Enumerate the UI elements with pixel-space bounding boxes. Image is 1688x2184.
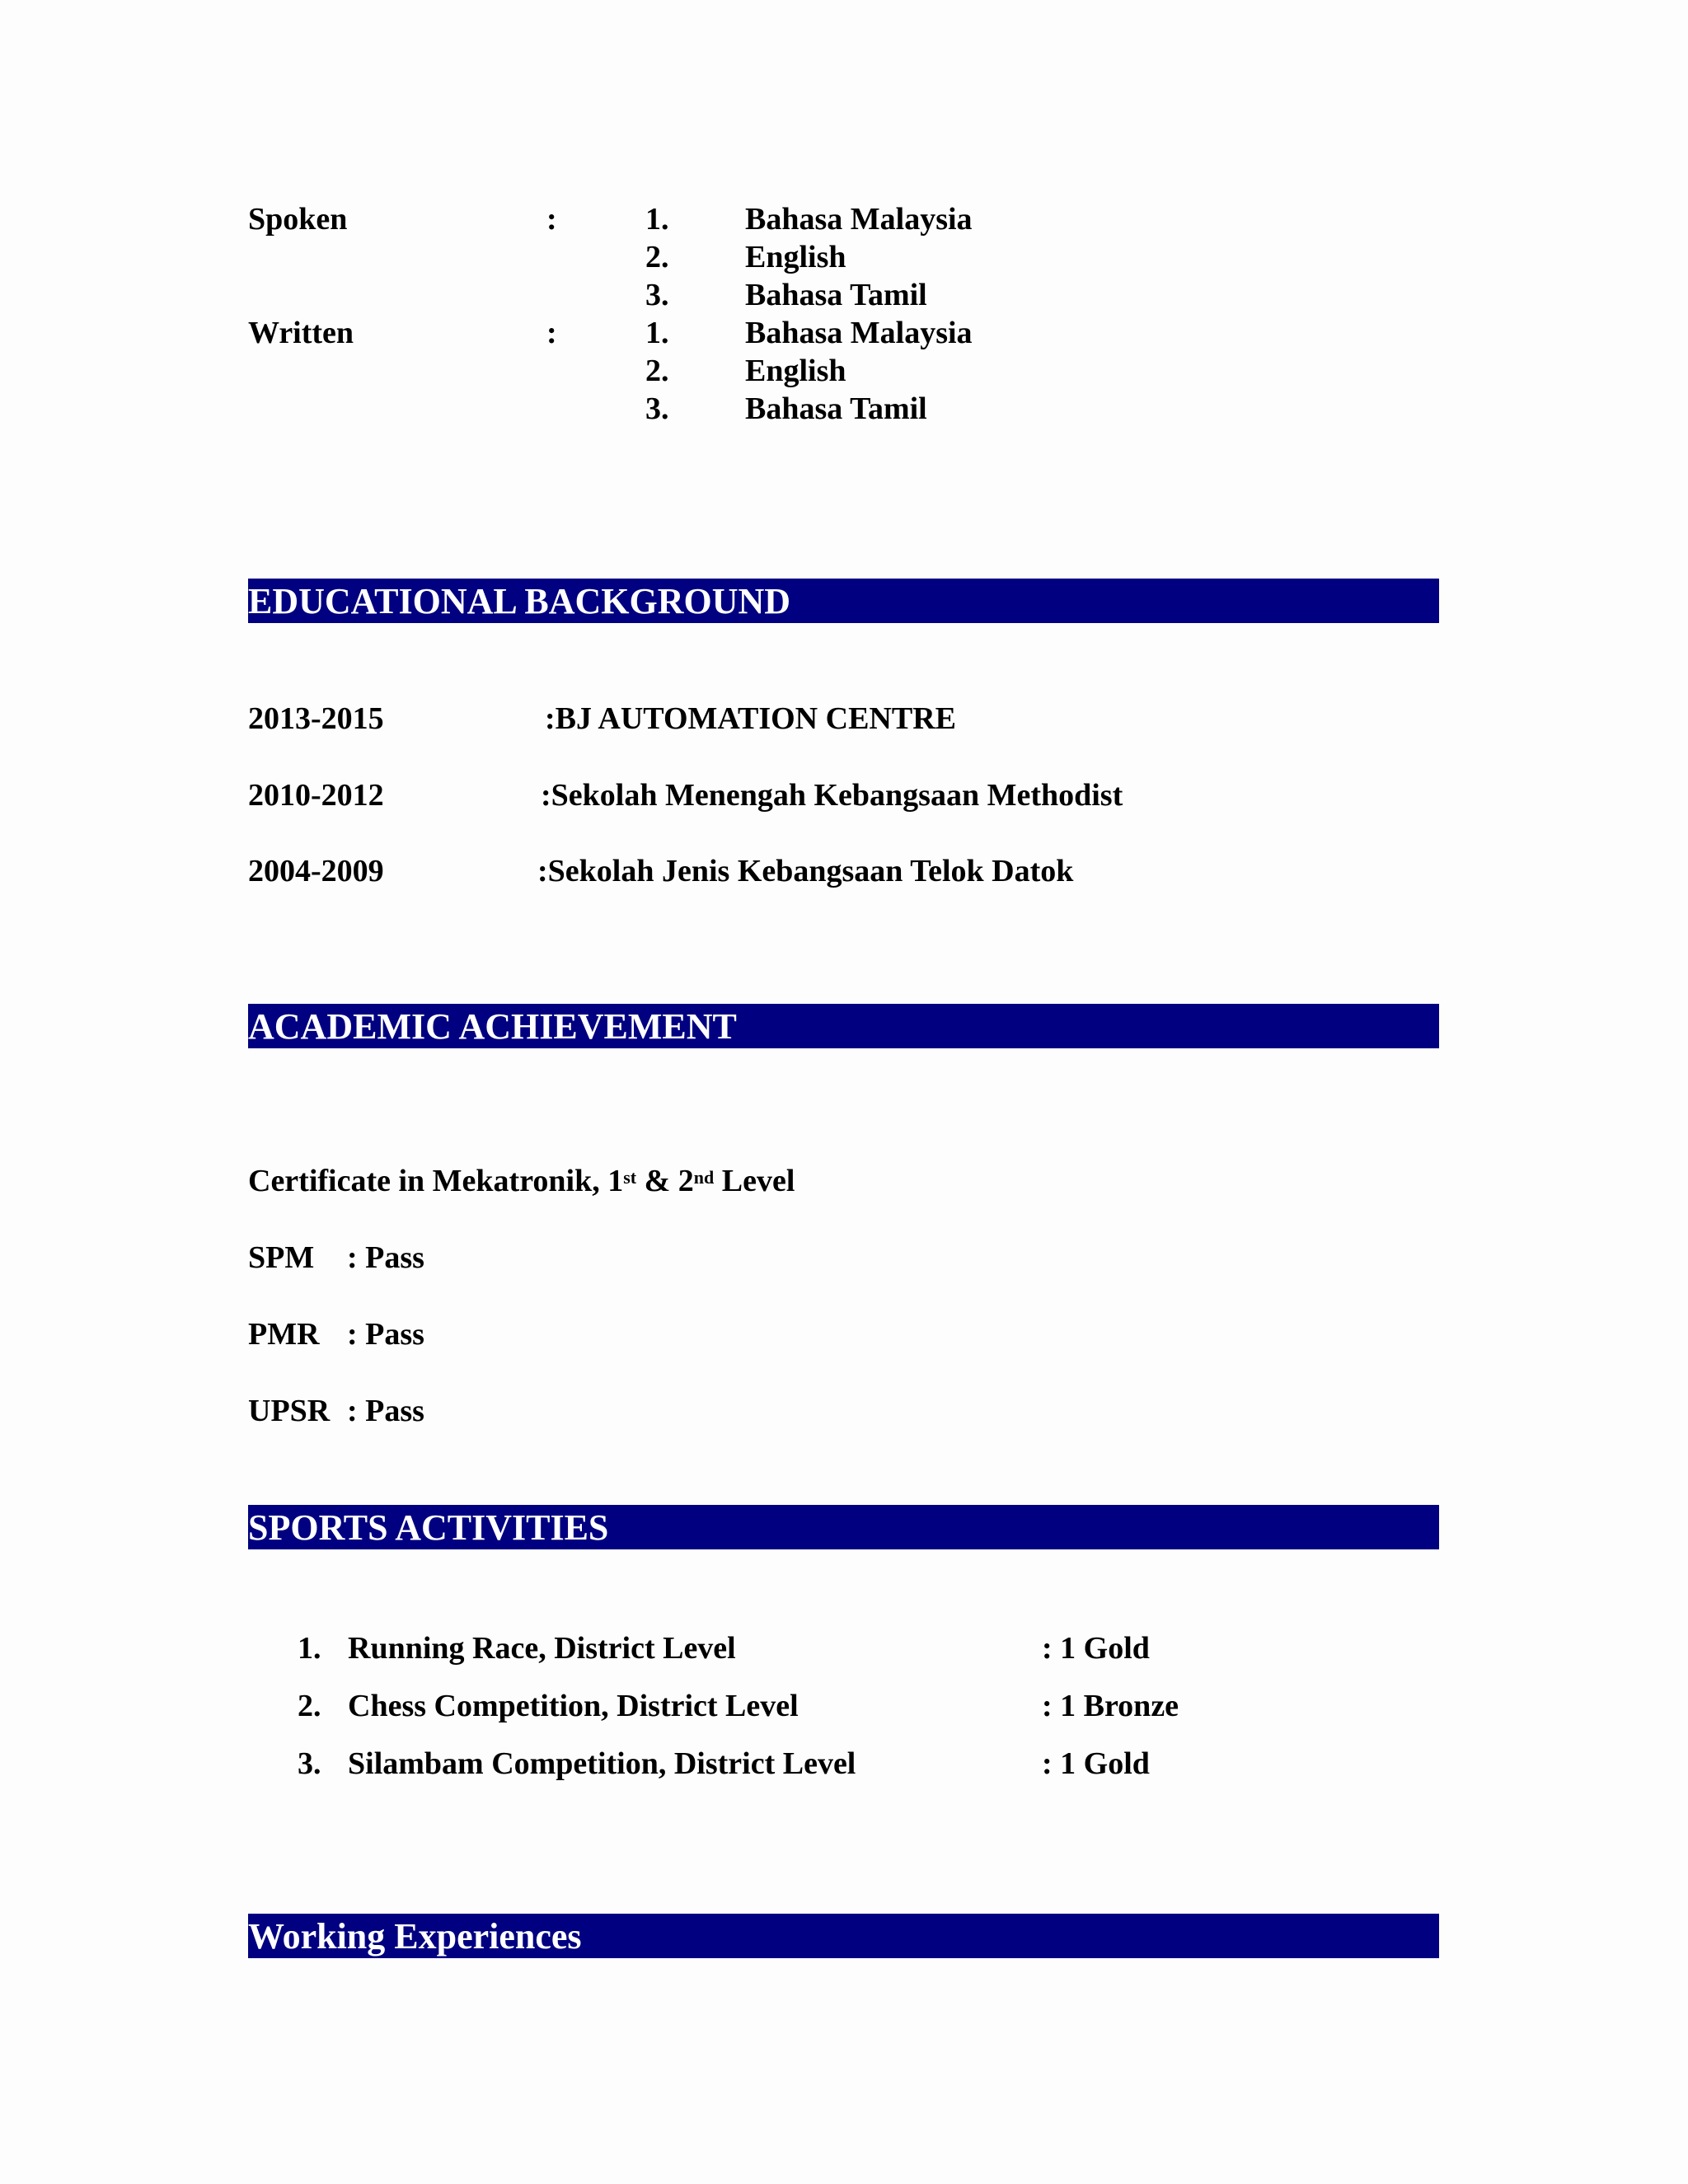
section-title: ACADEMIC ACHIEVEMENT (248, 1006, 737, 1047)
exam-name: PMR (248, 1317, 320, 1352)
spoken-item-number: 1. (645, 202, 669, 237)
section-title: Working Experiences (248, 1916, 582, 1957)
spoken-item-number: 2. (645, 240, 669, 274)
education-school: :BJ AUTOMATION CENTRE (545, 701, 956, 736)
spoken-label: Spoken (248, 202, 348, 237)
sport-number: 2. (298, 1689, 321, 1723)
sport-name: Running Race, District Level (348, 1631, 736, 1666)
section-title: EDUCATIONAL BACKGROUND (248, 581, 791, 621)
written-item-number: 3. (645, 391, 669, 426)
spoken-colon: : (546, 202, 557, 237)
written-item: Bahasa Tamil (745, 391, 927, 426)
exam-name: SPM (248, 1240, 315, 1275)
education-years: 2004-2009 (248, 854, 384, 888)
certificate-text: & 2 (636, 1164, 694, 1198)
sport-medal: : 1 Bronze (1042, 1689, 1179, 1723)
education-years: 2010-2012 (248, 778, 384, 813)
sports-activities-header (248, 1505, 1439, 1549)
education-school: :Sekolah Menengah Kebangsaan Methodist (541, 778, 1123, 813)
sport-name: Silambam Competition, District Level (348, 1746, 856, 1781)
written-item-number: 2. (645, 354, 669, 388)
educational-background-header (248, 579, 1439, 623)
spoken-item: Bahasa Tamil (745, 278, 927, 312)
written-item: English (745, 354, 846, 388)
exam-name: UPSR (248, 1394, 331, 1428)
superscript: st (623, 1167, 637, 1188)
sport-name: Chess Competition, District Level (348, 1689, 799, 1723)
exam-result: : Pass (347, 1317, 424, 1352)
spoken-item-number: 3. (645, 278, 669, 312)
written-colon: : (546, 316, 557, 350)
education-years: 2013-2015 (248, 701, 384, 736)
sport-medal: : 1 Gold (1042, 1746, 1150, 1781)
working-experiences-header (248, 1914, 1439, 1958)
superscript: nd (693, 1167, 715, 1188)
written-label: Written (248, 316, 354, 350)
spoken-item: Bahasa Malaysia (745, 202, 973, 237)
certificate-text: Level (714, 1164, 795, 1198)
spoken-item: English (745, 240, 846, 274)
sport-medal: : 1 Gold (1042, 1631, 1150, 1666)
academic-achievement-header (248, 1004, 1439, 1048)
certificate-line (248, 1162, 795, 1200)
exam-result: : Pass (347, 1240, 424, 1275)
sport-number: 3. (298, 1746, 321, 1781)
written-item: Bahasa Malaysia (745, 316, 973, 350)
sport-number: 1. (298, 1631, 321, 1666)
certificate-text: Certificate in Mekatronik, 1 (248, 1164, 624, 1198)
section-title: SPORTS ACTIVITIES (248, 1507, 609, 1548)
exam-result: : Pass (347, 1394, 424, 1428)
written-item-number: 1. (645, 316, 669, 350)
education-school: :Sekolah Jenis Kebangsaan Telok Datok (537, 854, 1074, 888)
